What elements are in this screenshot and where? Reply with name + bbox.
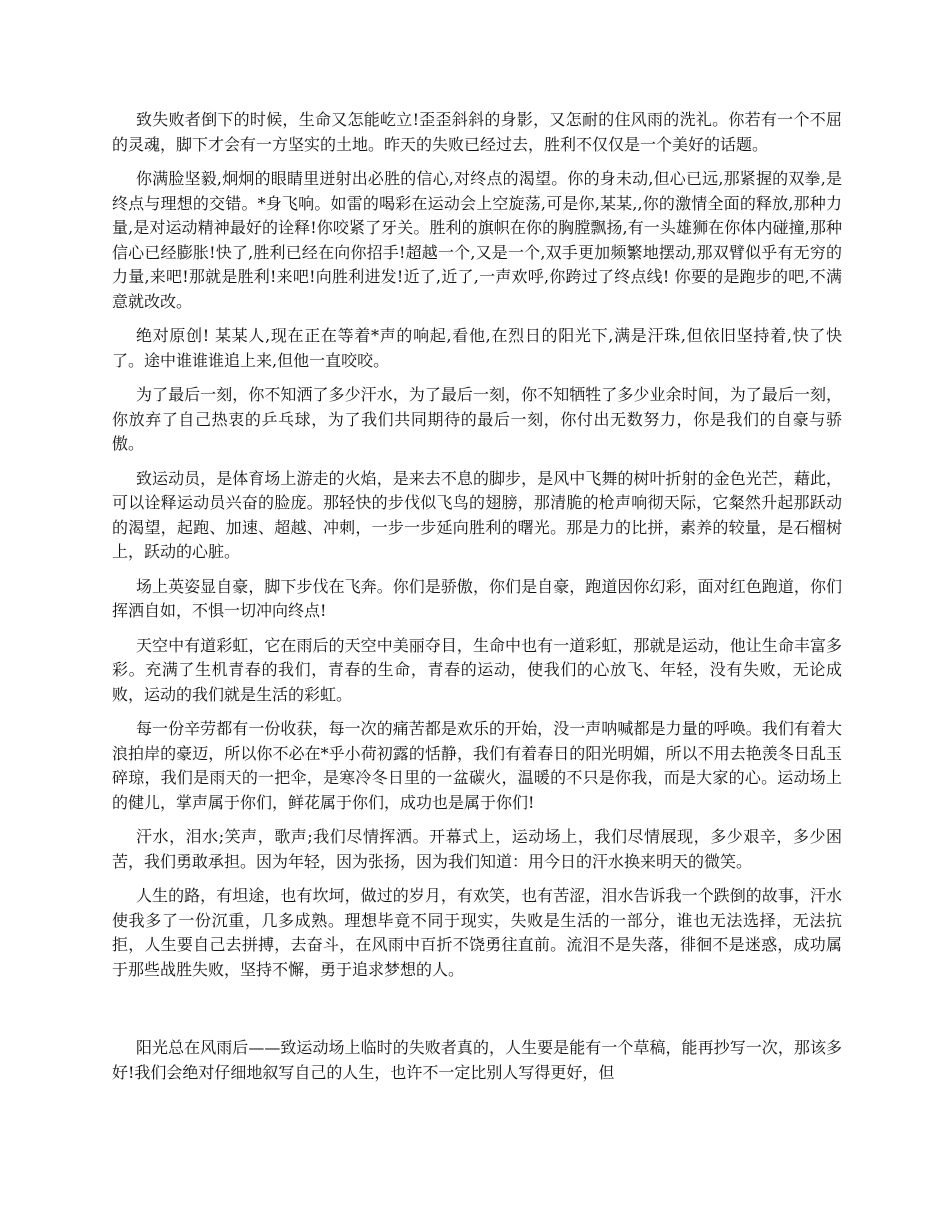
paragraph-5: 致运动员，是体育场上游走的火焰，是来去不息的脚步，是风中飞舞的树叶折射的金色光芒，藉此，可以诠释运动员兴奋的脸庞。那轻快的步伐似飞鸟的翅膀，那清脆的枪声响彻天际，它粲然升起那跃动的渴望，起跑、加速、超越、冲刺，一步一步延向胜利的曙光。那是力的比拼，素养的较量，是石榴树上，跃动的心脏。	[112, 468, 842, 561]
paragraph-9: 汗水，泪水;笑声，歌声;我们尽情挥洒。开幕式上，运动场上，我们尽情展现，多少艰辛，多少困苦，我们勇敢承担。因为年轻，因为张扬，因为我们知道：用今日的汗水换来明天的微笑。	[112, 827, 842, 871]
document-page	[112, 108, 842, 1095]
paragraph-3: 绝对原创! 某某人,现在正在等着*声的响起,看他,在烈日的阳光下,满是汗珠,但依旧坚持着,快了快了。途中谁谁谁追上来,但他一直咬咬。	[112, 326, 842, 370]
paragraph-last: 阳光总在风雨后——致运动场上临时的失败者真的，人生要是能有一个草稿，能再抄写一次，那该多好!我们会绝对仔细地叙写自己的人生，也许不一定比别人写得更好，但	[112, 1038, 842, 1082]
paragraph-2: 你满脸坚毅,炯炯的眼睛里迸射出必胜的信心,对终点的渴望。你的身未动,但心已远,那紧握的双拳,是终点与理想的交错。*身飞响。如雷的喝彩在运动会上空旋荡,可是你,某某,,你的激情全面的释放,那种力量,是对运动精神最好的诠释!你咬紧了牙关。胜利的旗帜在你的胸膛飘扬,有一头雄狮在你体内碰撞,那种信心已经膨胀!快了,胜利已经在向你招手!超越一个,又是一个,双手更加频繁地摆动,那双臂似乎有无穷的力量,来吧!那就是胜利!来吧!向胜利进发!近了,近了,一声欢呼,你跨过了终点线! 你要的是跑步的吧,不满意就改改。	[112, 169, 842, 311]
paragraph-4: 为了最后一刻，你不知洒了多少汗水，为了最后一刻，你不知牺牲了多少业余时间，为了最后一刻，你放弃了自己热衷的乒乓球，为了我们共同期待的最后一刻，你付出无数努力，你是我们的自豪与骄傲。	[112, 385, 842, 453]
section-gap	[112, 992, 842, 1036]
paragraph-7: 天空中有道彩虹，它在雨后的天空中美丽夺目，生命中也有一道彩虹，那就是运动，他让生命丰富多彩。充满了生机青春的我们，青春的生命，青春的运动，使我们的心放飞、年轻，没有失败，无论成败，运动的我们就是生活的彩虹。	[112, 635, 842, 704]
paragraph-10: 人生的路，有坦途，也有坎坷，做过的岁月，有欢笑，也有苦涩，泪水告诉我一个跌倒的故事，汗水使我多了一份沉重，几多成熟。理想毕竟不同于现实，失败是生活的一部分，谁也无法选择，无法抗拒，人生要自己去拼搏，去奋斗，在风雨中百折不饶勇往直前。流泪不是失落，徘徊不是迷惑，成功属于那些战胜失败，坚持不懈，勇于追求梦想的人。	[112, 886, 842, 979]
paragraph-8: 每一份辛劳都有一份收获，每一次的痛苦都是欢乐的开始，没一声呐喊都是力量的呼唤。我们有着大浪拍岸的豪迈，所以你不必在*乎小荷初露的恬静，我们有着春日的阳光明媚，所以不用去艳羡冬日乱玉碎琼，我们是雨天的一把伞，是寒冷冬日里的一盆碳火，温暖的不只是你我，而是大家的心。运动场上的健儿，掌声属于你们，鲜花属于你们，成功也是属于你们!	[112, 719, 842, 812]
paragraph-6: 场上英姿显自豪，脚下步伐在飞奔。你们是骄傲，你们是自豪，跑道因你幻彩，面对红色跑道，你们挥洒自如，不惧一切冲向终点!	[112, 576, 842, 620]
paragraph-1: 致失败者倒下的时候，生命又怎能屹立!歪歪斜斜的身影，又怎耐的住风雨的洗礼。你若有一个不屈的灵魂，脚下才会有一方坚实的土地。昨天的失败已经过去，胜利不仅仅是一个美好的话题。	[112, 110, 842, 154]
